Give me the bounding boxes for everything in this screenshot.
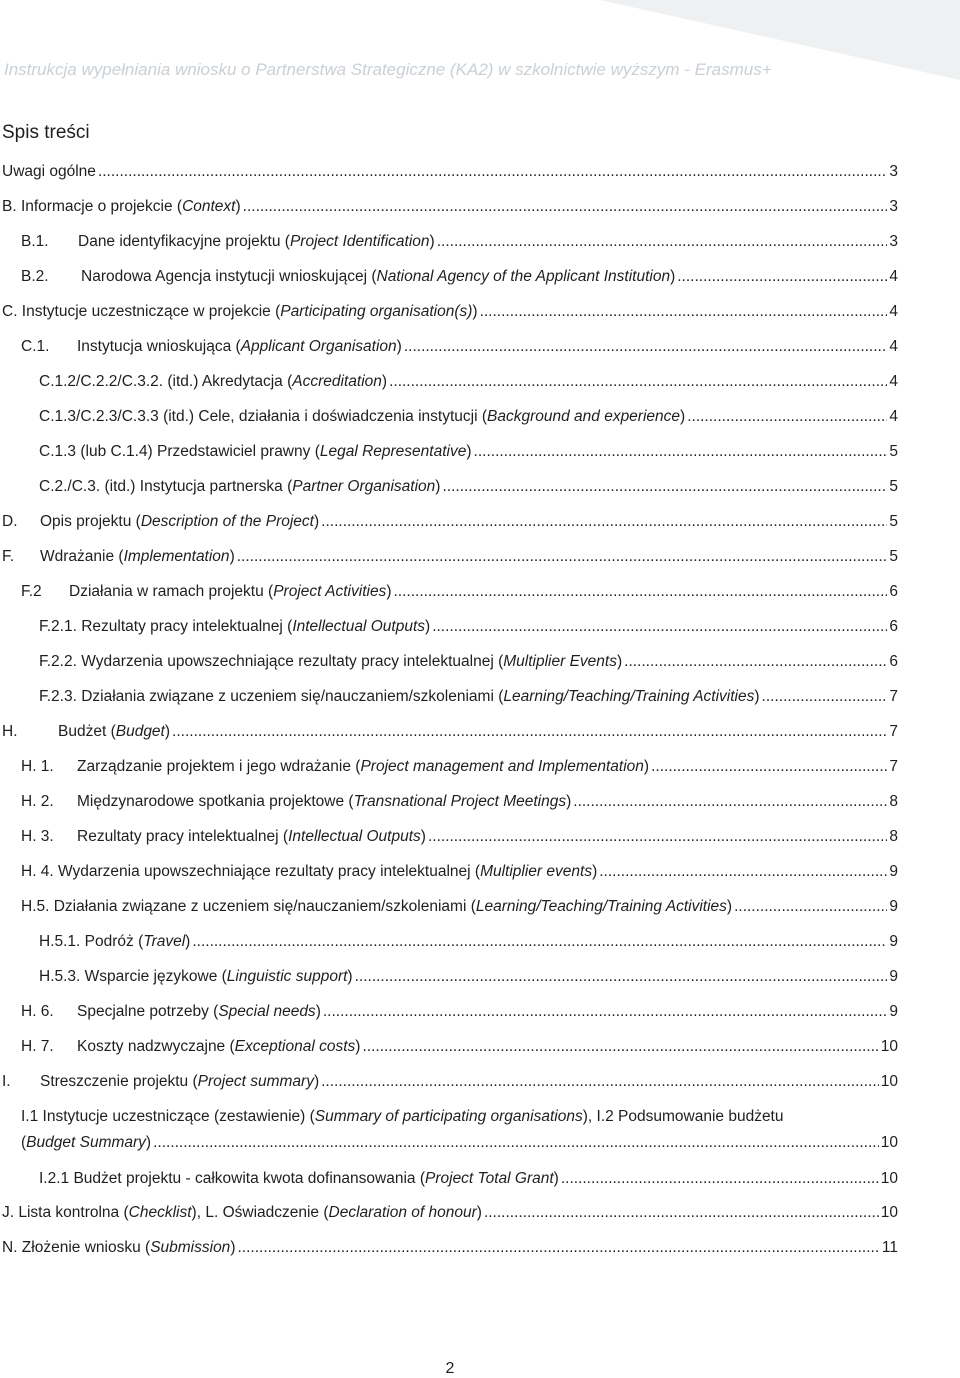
toc-entry-label: F.2.2. Wydarzenia upowszechniające rezultaty pracy intelektualnej (Multiplier Events) — [39, 653, 623, 670]
toc-entry-label: Budżet (Budget) — [58, 723, 171, 740]
toc-entry[interactable] — [21, 788, 898, 812]
toc-entry-label: C.2./C.3. (itd.) Instytucja partnerska (Partner Organisation) — [39, 478, 441, 495]
toc-entry-page: 6 — [889, 653, 898, 670]
toc-entry-label: J. Lista kontrolna (Checklist), L. Oświadczenie (Declaration of honour) — [2, 1204, 482, 1221]
toc-entry-label: Międzynarodowe spotkania projektowe (Transnational Project Meetings) — [77, 793, 572, 810]
toc-entry-label: Streszczenie projektu (Project summary) — [40, 1073, 320, 1090]
toc-entry-label: Wdrażanie (Implementation) — [40, 548, 235, 565]
toc-entry-page: 4 — [889, 338, 898, 355]
toc-entry-page: 7 — [889, 723, 898, 740]
toc-entry-page: 4 — [889, 408, 898, 425]
toc-entry[interactable] — [21, 858, 898, 882]
toc-entry-label: C.1.2/C.2.2/C.3.2. (itd.) Akredytacja (Accreditation) — [39, 373, 388, 390]
toc-entry-page: 9 — [889, 1003, 898, 1020]
toc-dot-leader — [172, 722, 887, 742]
toc-dot-leader — [599, 862, 887, 882]
toc-entry-page: 6 — [889, 583, 898, 600]
toc-entry-number: H. 2. — [21, 793, 54, 810]
toc-dot-leader — [442, 477, 887, 497]
toc-entry[interactable] — [39, 648, 898, 672]
toc-dot-leader — [153, 1133, 879, 1153]
toc-entry-number: H. — [2, 723, 18, 740]
toc-dot-leader — [734, 897, 887, 917]
running-header: Instrukcja wypełniania wniosku o Partnerstwa Strategiczne (KA2) w szkolnictwie wyższym - Erasmus+ — [4, 60, 772, 79]
toc-dot-leader — [237, 1238, 879, 1258]
toc-entry[interactable] — [2, 158, 898, 182]
toc-dot-leader — [762, 687, 888, 707]
toc-entry-label: Uwagi ogólne — [2, 163, 96, 180]
toc-entry-page: 8 — [889, 828, 898, 845]
toc-entry[interactable] — [39, 683, 898, 707]
toc-entry-number: F.2 — [21, 583, 42, 600]
toc-dot-leader — [484, 1203, 879, 1223]
toc-entry-label: Rezultaty pracy intelektualnej (Intellectual Outputs) — [77, 828, 426, 845]
toc-entry[interactable] — [39, 963, 898, 987]
toc-dot-leader — [561, 1169, 879, 1189]
toc-entry-page: 4 — [889, 268, 898, 285]
toc-dot-leader — [321, 512, 887, 532]
toc-dot-leader — [393, 582, 887, 602]
toc-dot-leader — [480, 302, 888, 322]
toc-entry[interactable] — [2, 1068, 898, 1092]
toc-entry[interactable] — [39, 403, 898, 427]
toc-entry[interactable] — [21, 228, 898, 252]
toc-entry[interactable] — [21, 1033, 898, 1057]
toc-entry[interactable] — [21, 893, 898, 917]
toc-dot-leader — [474, 442, 888, 462]
toc-entry-page: 5 — [889, 513, 898, 530]
toc-entry-page: 7 — [889, 688, 898, 705]
toc-entry[interactable] — [39, 438, 898, 462]
toc-entry-page: 11 — [881, 1239, 898, 1256]
toc-entry-page: 4 — [889, 303, 898, 320]
toc-entry-number: F. — [2, 548, 15, 565]
toc-dot-leader — [98, 162, 887, 182]
toc-entry-label: C. Instytucje uczestniczące w projekcie (Participating organisation(s)) — [2, 303, 478, 320]
toc-entry[interactable] — [21, 1129, 898, 1153]
toc-dot-leader — [624, 652, 887, 672]
toc-entry-page: 9 — [889, 898, 898, 915]
toc-entry-label: C.1.3/C.2.3/C.3.3 (itd.) Cele, działania i doświadczenia instytucji (Background and experience) — [39, 408, 686, 425]
toc-entry-number: C.1. — [21, 338, 50, 355]
toc-dot-leader — [389, 372, 887, 392]
toc-entry-page: 5 — [889, 548, 898, 565]
toc-dot-leader — [677, 267, 887, 287]
toc-entry-page: 3 — [889, 163, 898, 180]
toc-entry-label: Zarządzanie projektem i jego wdrażanie (Project management and Implementation) — [77, 758, 650, 775]
page-number: 2 — [445, 1360, 455, 1377]
toc-entry[interactable] — [2, 298, 898, 322]
toc-entry[interactable] — [39, 473, 898, 497]
toc-entry-page: 6 — [889, 618, 898, 635]
toc-entry-page: 4 — [889, 373, 898, 390]
toc-entry[interactable] — [21, 753, 898, 777]
toc-dot-leader — [243, 197, 888, 217]
toc-dot-leader — [321, 1072, 879, 1092]
toc-entry-page: 10 — [880, 1204, 898, 1221]
toc-entry-number: H. 1. — [21, 758, 54, 775]
toc-entry-page: 10 — [880, 1134, 898, 1151]
toc-entry-label: N. Złożenie wniosku (Submission) — [2, 1239, 236, 1256]
toc-entry[interactable] — [21, 1103, 784, 1127]
toc-entry[interactable] — [21, 263, 898, 287]
toc-entry-number: B.1. — [21, 233, 49, 250]
toc-entry-page: 3 — [889, 233, 898, 250]
toc-entry[interactable] — [39, 368, 898, 392]
toc-entry-number: H. 7. — [21, 1038, 54, 1055]
toc-entry-label: F.2.1. Rezultaty pracy intelektualnej (Intellectual Outputs) — [39, 618, 431, 635]
toc-entry-label: C.1.3 (lub C.1.4) Przedstawiciel prawny (Legal Representative) — [39, 443, 472, 460]
toc-entry[interactable] — [39, 1165, 898, 1189]
toc-dot-leader — [192, 932, 887, 952]
toc-title: Spis treści — [2, 122, 90, 143]
toc-dot-leader — [573, 792, 887, 812]
toc-dot-leader — [651, 757, 887, 777]
toc-entry-page: 5 — [889, 478, 898, 495]
toc-dot-leader — [237, 547, 888, 567]
toc-entry-label: (Budget Summary) — [21, 1134, 152, 1151]
toc-entry-page: 3 — [889, 198, 898, 215]
toc-dot-leader — [355, 967, 888, 987]
toc-dot-leader — [432, 617, 887, 637]
toc-entry-page: 7 — [889, 758, 898, 775]
toc-entry-label: H.5. Działania związane z uczeniem się/nauczaniem/szkoleniami (Learning/Teaching/Training Activities) — [21, 898, 733, 915]
toc-dot-leader — [362, 1037, 878, 1057]
toc-entry-page: 9 — [889, 863, 898, 880]
toc-entry-label: H. 4. Wydarzenia upowszechniające rezultaty pracy intelektualnej (Multiplier events) — [21, 863, 598, 880]
toc-entry-number: D. — [2, 513, 18, 530]
toc-entry-label: Dane identyfikacyjne projektu (Project Identification) — [78, 233, 435, 250]
toc-entry-label: Narodowa Agencja instytucji wnioskującej (National Agency of the Applicant Institution) — [81, 268, 676, 285]
toc-entry-label: B. Informacje o projekcie (Context) — [2, 198, 241, 215]
toc-entry-label: Koszty nadzwyczajne (Exceptional costs) — [77, 1038, 361, 1055]
toc-entry-number: H. 6. — [21, 1003, 54, 1020]
toc-entry-label: Opis projektu (Description of the Project) — [40, 513, 320, 530]
toc-entry-page: 5 — [889, 443, 898, 460]
toc-entry-label: F.2.3. Działania związane z uczeniem się/nauczaniem/szkoleniami (Learning/Teaching/Training Activities) — [39, 688, 760, 705]
toc-entry[interactable] — [2, 1234, 898, 1258]
toc-entry-page: 10 — [880, 1038, 898, 1055]
toc-entry[interactable] — [2, 508, 898, 532]
toc-entry-page: 8 — [889, 793, 898, 810]
toc-entry-page: 10 — [880, 1073, 898, 1090]
toc-dot-leader — [437, 232, 888, 252]
toc-entry-label: H.5.3. Wsparcie językowe (Linguistic support) — [39, 968, 353, 985]
toc-entry-page: 9 — [889, 933, 898, 950]
toc-entry-number: B.2. — [21, 268, 49, 285]
toc-entry[interactable] — [21, 333, 898, 357]
toc-entry-label: I.1 Instytucje uczestniczące (zestawienie) (Summary of participating organisations), I.2 Podsumowanie budżetu — [21, 1108, 784, 1125]
toc-entry[interactable] — [2, 1199, 898, 1223]
toc-dot-leader — [323, 1002, 888, 1022]
toc-entry-page: 9 — [889, 968, 898, 985]
toc-entry[interactable] — [21, 998, 898, 1022]
toc-entry-number: H. 3. — [21, 828, 54, 845]
toc-dot-leader — [428, 827, 887, 847]
toc-entry[interactable] — [21, 578, 898, 602]
toc-entry-page: 10 — [880, 1170, 898, 1187]
toc-dot-leader — [404, 337, 888, 357]
toc-entry-label: Instytucja wnioskująca (Applicant Organisation) — [77, 338, 402, 355]
toc-entry[interactable] — [39, 613, 898, 637]
toc-entry[interactable] — [39, 928, 898, 952]
toc-entry[interactable] — [2, 718, 898, 742]
toc-entry-number: I. — [2, 1073, 11, 1090]
toc-entry-label: Działania w ramach projektu (Project Activities) — [69, 583, 392, 600]
toc-entry[interactable] — [2, 193, 898, 217]
toc-entry-label: H.5.1. Podróż (Travel) — [39, 933, 191, 950]
toc-dot-leader — [687, 407, 887, 427]
toc-entry[interactable] — [2, 543, 898, 567]
toc-entry-label: I.2.1 Budżet projektu - całkowita kwota dofinansowania (Project Total Grant) — [39, 1170, 559, 1187]
toc-entry-label: Specjalne potrzeby (Special needs) — [77, 1003, 321, 1020]
toc-entry[interactable] — [21, 823, 898, 847]
